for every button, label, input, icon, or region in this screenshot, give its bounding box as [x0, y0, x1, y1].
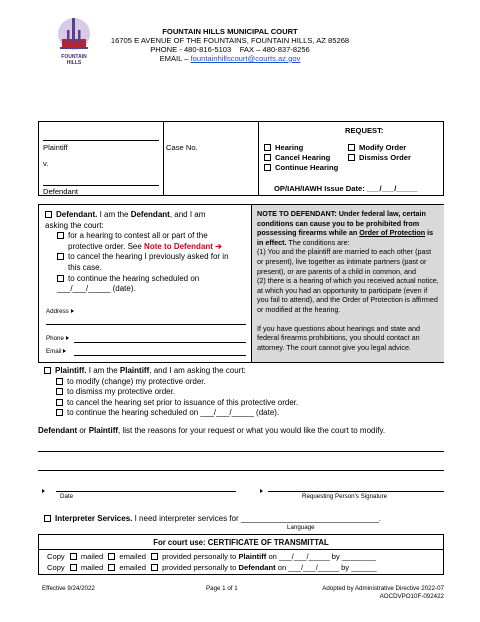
certificate-of-transmittal [38, 534, 444, 575]
triangle-right-icon [71, 309, 74, 313]
logo-text-2: HILLS [66, 60, 82, 66]
request-modify-order[interactable] [348, 143, 411, 153]
checkbox-hearing[interactable] [264, 144, 271, 151]
def-opt2-line1: to cancel the hearing I previously asked for in [68, 252, 229, 262]
plaintiff-intro-bold: Plaintiff [119, 366, 150, 375]
checkbox-cert-personal-1[interactable] [151, 553, 158, 560]
court-email-line [100, 54, 360, 63]
language-label: Language [287, 524, 315, 531]
pl-opt1: to modify (change) my protective order. [67, 376, 206, 386]
defendant-section [38, 204, 444, 363]
arrow-right-icon: ➔ [215, 241, 222, 251]
request-options [264, 143, 338, 173]
cert-row-defendant [47, 562, 377, 573]
cert-emailed-2: emailed [119, 563, 146, 572]
interpreter-text: I need interpreter services for _______________________________. [132, 514, 382, 523]
defendant-block [45, 210, 251, 295]
checkbox-cancel-hearing[interactable] [264, 154, 271, 161]
plaintiff-option-cancel [44, 398, 444, 409]
pl-opt3: to cancel the hearing set prior to issuance of this protective order. [67, 397, 299, 407]
interpreter-section [44, 514, 381, 523]
request-title: REQUEST: [345, 126, 384, 135]
cert-date-by-2: on ___/___/_____ by ______ [275, 563, 377, 572]
signature-label: Requesting Person's Signature [302, 493, 388, 500]
logo-text-1: FOUNTAIN [61, 54, 87, 60]
cert-copy-2: Copy [47, 563, 65, 572]
checkbox-def-cancel[interactable] [57, 253, 64, 260]
plaintiff-title: Plaintiff. [55, 366, 87, 375]
caption-divider-2 [258, 121, 259, 196]
request-dismiss-order-label: Dismiss Order [359, 153, 411, 162]
checkbox-pl-continue[interactable] [56, 409, 63, 416]
checkbox-cert-emailed-1[interactable] [108, 553, 115, 560]
court-name: FOUNTAIN HILLS MUNICIPAL COURT [162, 27, 298, 36]
notice-para-3: (2) there is a hearing of which you received actual notice, at which you had an opportunity to participate (even if you fail to attend), and the Order of Protection is affirmed or modified at the hearing. [257, 276, 439, 314]
signature-field[interactable] [268, 491, 444, 492]
request-dismiss-order[interactable] [348, 153, 411, 163]
checkbox-cert-mailed-1[interactable] [70, 553, 77, 560]
cert-divider [39, 549, 443, 550]
def-opt3-line1: to continue the hearing scheduled on [68, 273, 200, 283]
request-options-right [348, 143, 411, 163]
checkbox-cert-emailed-2[interactable] [108, 564, 115, 571]
checkbox-def-hearing[interactable] [57, 232, 64, 239]
checkbox-pl-dismiss[interactable] [56, 388, 63, 395]
checkbox-plaintiff[interactable] [44, 367, 51, 374]
footer-effective: Effective 9/24/2022 [42, 585, 95, 592]
reasons-plaintiff: Plaintiff [88, 426, 119, 435]
cert-row-plaintiff [47, 551, 376, 562]
note-to-defendant [251, 205, 444, 362]
notice-para-1 [257, 209, 439, 247]
notice-p1b: is in effect. [257, 228, 434, 247]
checkbox-modify-order[interactable] [348, 144, 355, 151]
fountain-logo-icon [52, 14, 96, 52]
plaintiff-section [38, 363, 444, 419]
cert-date-by-1: on ___/___/_____ by ________ [266, 552, 376, 561]
def-opt3-line2: ___/___/_____ (date). [57, 284, 136, 294]
cert-title [39, 538, 443, 547]
plaintiff-intro [44, 366, 444, 377]
cert-emailed-1: emailed [119, 552, 146, 561]
notice-para-4: If you have questions about hearings and state and federal firearms prohibitions, you should contact an attorney. The court cannot give you legal advice. [257, 323, 421, 352]
plaintiff-option-modify [44, 377, 444, 388]
court-logo [52, 14, 96, 66]
reason-line-1[interactable] [38, 451, 444, 452]
pl-opt2: to dismiss my protective order. [67, 387, 176, 397]
checkbox-pl-cancel[interactable] [56, 399, 63, 406]
defendant-line[interactable] [43, 185, 159, 186]
defendant-option-continue [45, 274, 251, 285]
court-email-label: EMAIL – [159, 54, 191, 63]
phone-field[interactable] [74, 342, 246, 343]
address-label [46, 308, 74, 315]
issue-date: OP/IAH/IAWH Issue Date: ___/___/_____ [274, 184, 418, 193]
plaintiff-label: Plaintiff [43, 143, 68, 152]
defendant-intro-3: asking the court: [45, 220, 104, 230]
defendant-intro [45, 210, 251, 221]
request-hearing[interactable] [264, 143, 338, 153]
def-opt1-line1: for a hearing to contest all or part of the [68, 231, 208, 241]
defendant-title: Defendant. [56, 210, 98, 219]
reasons-instructions [38, 426, 458, 435]
address-field[interactable] [46, 324, 246, 325]
court-phone: PHONE - 480-816-5103 [150, 45, 232, 54]
triangle-right-icon [63, 349, 66, 353]
plaintiff-intro-2: , and I am asking the court: [149, 366, 246, 375]
phone-text: Phone [46, 335, 64, 342]
footer-page: Page 1 of 1 [206, 585, 238, 592]
court-header [100, 27, 360, 63]
def-opt2-line2: this case. [68, 262, 102, 272]
checkbox-cert-personal-2[interactable] [151, 564, 158, 571]
defendant-label: Defendant [43, 187, 79, 196]
checkbox-continue-hearing[interactable] [264, 164, 271, 171]
plaintiff-line[interactable] [43, 140, 159, 141]
request-hearing-label: Hearing [275, 143, 304, 152]
checkbox-defendant[interactable] [45, 211, 52, 218]
plaintiff-intro-1: I am the [86, 366, 120, 375]
caption-divider-1 [163, 121, 164, 196]
checkbox-def-continue[interactable] [57, 275, 64, 282]
email-label [46, 348, 66, 355]
case-caption [38, 121, 444, 196]
triangle-right-icon [42, 489, 45, 493]
request-cancel-hearing[interactable] [264, 153, 338, 163]
notice-para-2: (1) You and the plaintiff are married to each other (past or present), live together as intimate partners (past or present), or are parents of a child in common, and [257, 247, 432, 276]
court-fax: FAX – 480-837-8256 [239, 45, 310, 54]
cert-personal-2: provided personally to [162, 563, 239, 572]
cert-copy-1: Copy [47, 552, 65, 561]
cert-mailed-1: mailed [80, 552, 104, 561]
request-cancel-hearing-label: Cancel Hearing [275, 153, 331, 162]
defendant-option-hearing-cont [45, 242, 251, 253]
email-field[interactable] [74, 355, 246, 356]
request-modify-order-label: Modify Order [359, 143, 407, 152]
signature-arrow [258, 486, 263, 495]
versus-label: v. [43, 159, 49, 168]
defendant-option-cancel [45, 252, 251, 263]
reasons-text: , list the reasons for your request or what you would like the court to modify. [118, 426, 386, 435]
cert-personal-1: provided personally to [162, 552, 239, 561]
date-arrow [40, 486, 45, 495]
cert-title-text: CERTIFICATE OF TRANSMITTAL [205, 538, 329, 547]
court-phone-fax [100, 45, 360, 54]
request-continue-hearing[interactable] [264, 163, 338, 173]
checkbox-pl-modify[interactable] [56, 378, 63, 385]
court-email-link[interactable]: fountainhillscourt@courts.az.gov [190, 54, 301, 63]
checkbox-cert-mailed-2[interactable] [70, 564, 77, 571]
date-label: Date [60, 493, 74, 500]
request-continue-hearing-label: Continue Hearing [275, 163, 339, 172]
cert-title-bold: For court use: [153, 538, 206, 547]
plaintiff-option-continue [44, 408, 444, 419]
cert-plaintiff: Plaintiff [238, 552, 267, 561]
checkbox-dismiss-order[interactable] [348, 154, 355, 161]
defendant-intro-bold: Defendant [130, 210, 170, 219]
notice-p1a: NOTE TO DEFENDANT: Under federal law, certain conditions can cause you to be prohibited from possessing firearms while an [257, 209, 426, 238]
pl-opt4: to continue the hearing scheduled on ___/___/_____ (date). [67, 408, 280, 418]
reason-line-2[interactable] [38, 470, 444, 471]
defendant-option-hearing [45, 231, 251, 242]
checkbox-interpreter[interactable] [44, 515, 51, 522]
court-address: 16705 E AVENUE OF THE FOUNTAINS, FOUNTAIN HILLS, AZ 85268 [110, 36, 350, 45]
date-field[interactable] [56, 491, 236, 492]
def-opt1-line2: protective order. See [68, 241, 145, 251]
reasons-or: or [77, 426, 89, 435]
reasons-defendant: Defendant [38, 426, 78, 435]
footer-form-code: AOCDVPO10F-092422 [379, 593, 444, 600]
defendant-intro-1: I am the [97, 210, 131, 219]
triangle-right-icon [260, 489, 263, 493]
triangle-right-icon [66, 336, 69, 340]
notice-p1c: The conditions are: [286, 237, 350, 247]
interpreter-title: Interpreter Services. [55, 514, 133, 523]
email-text: Email [46, 348, 62, 355]
defendant-intro-2: , and I am [169, 210, 206, 219]
cert-defendant: Defendant [238, 563, 276, 572]
phone-label [46, 335, 69, 342]
address-text: Address [46, 308, 69, 315]
case-number-label: Case No. [166, 143, 198, 152]
note-to-defendant-ref: Note to Defendant [144, 241, 213, 251]
footer-adopted: Adopted by Administrative Directive 2022-07 [322, 585, 444, 592]
plaintiff-option-dismiss [44, 387, 444, 398]
notice-p1u: Order of Protection [359, 228, 426, 238]
cert-mailed-2: mailed [80, 563, 104, 572]
